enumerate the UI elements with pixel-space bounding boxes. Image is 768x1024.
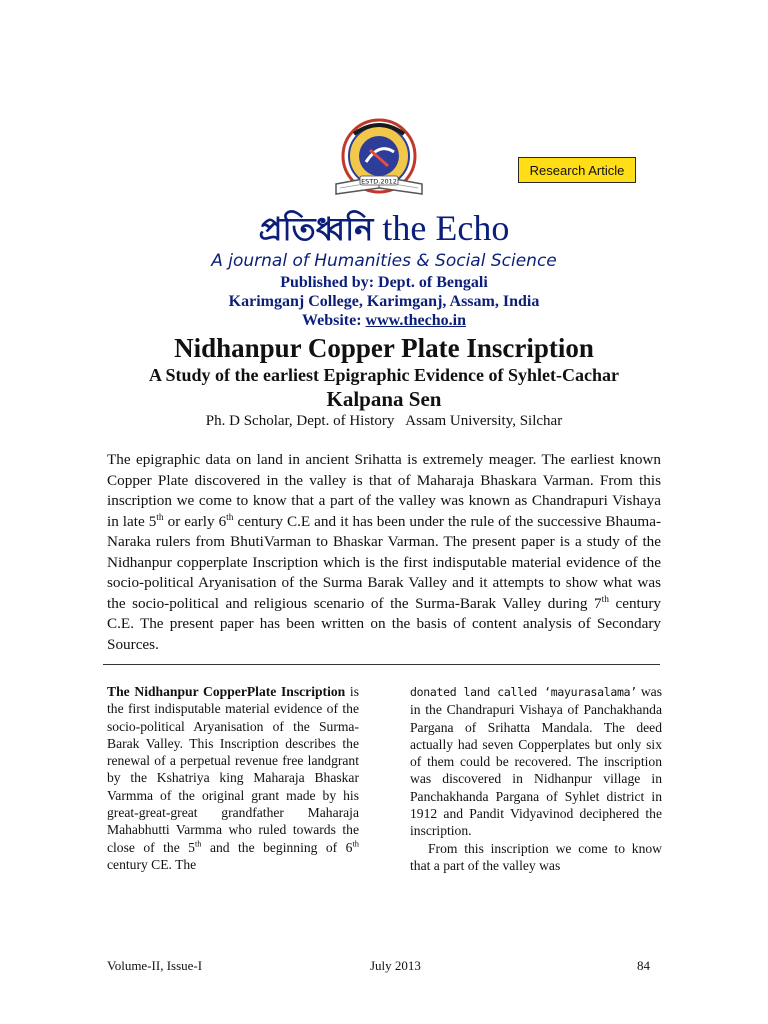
affiliation-university: Assam University, Silchar xyxy=(405,413,563,429)
website-link[interactable]: www.thecho.in xyxy=(365,312,466,329)
abstract-text: century C.E and it has been under the rule of the successive Bhauma-Naraka rulers from BhutiVarman to Bhaskar Varman. The present paper is a study of the Nidhanpur copperplate Inscription which is the first indisputable material evidence of the socio-political Aryanisation of the Surma Barak Valley and it attempts to show what was the socio-political and religious scenario of the Surma-Barak Valley during 7 xyxy=(107,512,662,612)
body-text: is the first indisputable material evidence of the socio-political Aryanisation of the Surma-Barak Valley. This Inscription describes the renewal of a perpetual revenue free landgrant by the Kshatriya king Maharaja Bhaskar Varmma of the original grant made by his great-great-great grandfather Maharaja Mahabhutti Varmma who ruled towards the close of the 5 xyxy=(107,684,359,855)
publisher-line: Published by: Dept. of Bengali xyxy=(280,274,488,291)
body-bold-lead: The Nidhanpur CopperPlate Inscription xyxy=(107,684,346,699)
author-affiliation xyxy=(0,411,768,431)
body-paragraph xyxy=(410,683,662,840)
body-column-right xyxy=(410,683,662,874)
abstract-divider xyxy=(103,664,660,665)
footer-volume: Volume-II, Issue-I xyxy=(107,958,203,973)
college-line: Karimganj College, Karimganj, Assam, India xyxy=(228,293,540,310)
paper-subtitle: A Study of the earliest Epigraphic Evidence of Syhlet-Cachar xyxy=(149,365,619,385)
research-article-badge: Research Article xyxy=(518,157,636,183)
body-text: and the beginning of 6 xyxy=(201,839,353,855)
superscript: th xyxy=(601,594,609,605)
journal-title-bengali: প্রতিধ্বনি xyxy=(258,210,374,248)
website-label: Website: xyxy=(302,312,362,329)
logo-estd-text: ESTD.2012 xyxy=(361,177,397,186)
journal-title xyxy=(0,205,768,252)
body-text: was in the Chandrapuri Vishaya of Panchakhanda Pargana of Srihatta Mandala. The deed actually had seven Copperplates but only six of them could be recovered. The inscription was discovered in Nidhanpur village in Panchakhanda Pargana of Syhlet district in 1912 and Pandit Vidyavinod deciphered the inscription. xyxy=(410,684,662,839)
footer-page-number: 84 xyxy=(637,958,650,973)
body-paragraph xyxy=(107,683,359,873)
body-paragraph: From this inscription we come to know that a part of the valley was xyxy=(410,840,662,873)
journal-title-english: the Echo xyxy=(382,208,510,248)
abstract-text: or early 6 xyxy=(163,512,227,530)
body-column-left xyxy=(107,683,359,873)
superscript: th xyxy=(156,512,164,523)
affiliation-dept: Ph. D Scholar, Dept. of History xyxy=(205,413,395,429)
abstract-text: The epigraphic data on land in ancient Srihatta is extremely meager. The earliest known Copper Plate discovered in the valley is that of Maharaja Bhaskara Varman. From this inscription we come to know that a part of the valley was known as Chandrapuri Vishaya in late 5 xyxy=(107,451,661,530)
paper-title: Nidhanpur Copper Plate Inscription xyxy=(174,333,594,363)
author-name: Kalpana Sen xyxy=(326,387,442,411)
website-line xyxy=(0,311,768,330)
body-text: donated land called ‘mayurasalama’ xyxy=(410,685,637,699)
body-text: century CE. The xyxy=(107,856,197,872)
superscript: th xyxy=(352,838,359,849)
superscript: th xyxy=(194,838,202,849)
journal-tagline: A journal of Humanities & Social Science xyxy=(211,251,557,271)
abstract-text: century C.E. The present paper has been written on the basis of content analysis of Secondary Sources. xyxy=(107,594,661,653)
footer-date: July 2013 xyxy=(370,958,421,973)
journal-logo xyxy=(326,118,432,204)
superscript: th xyxy=(226,512,234,523)
abstract xyxy=(107,450,661,655)
